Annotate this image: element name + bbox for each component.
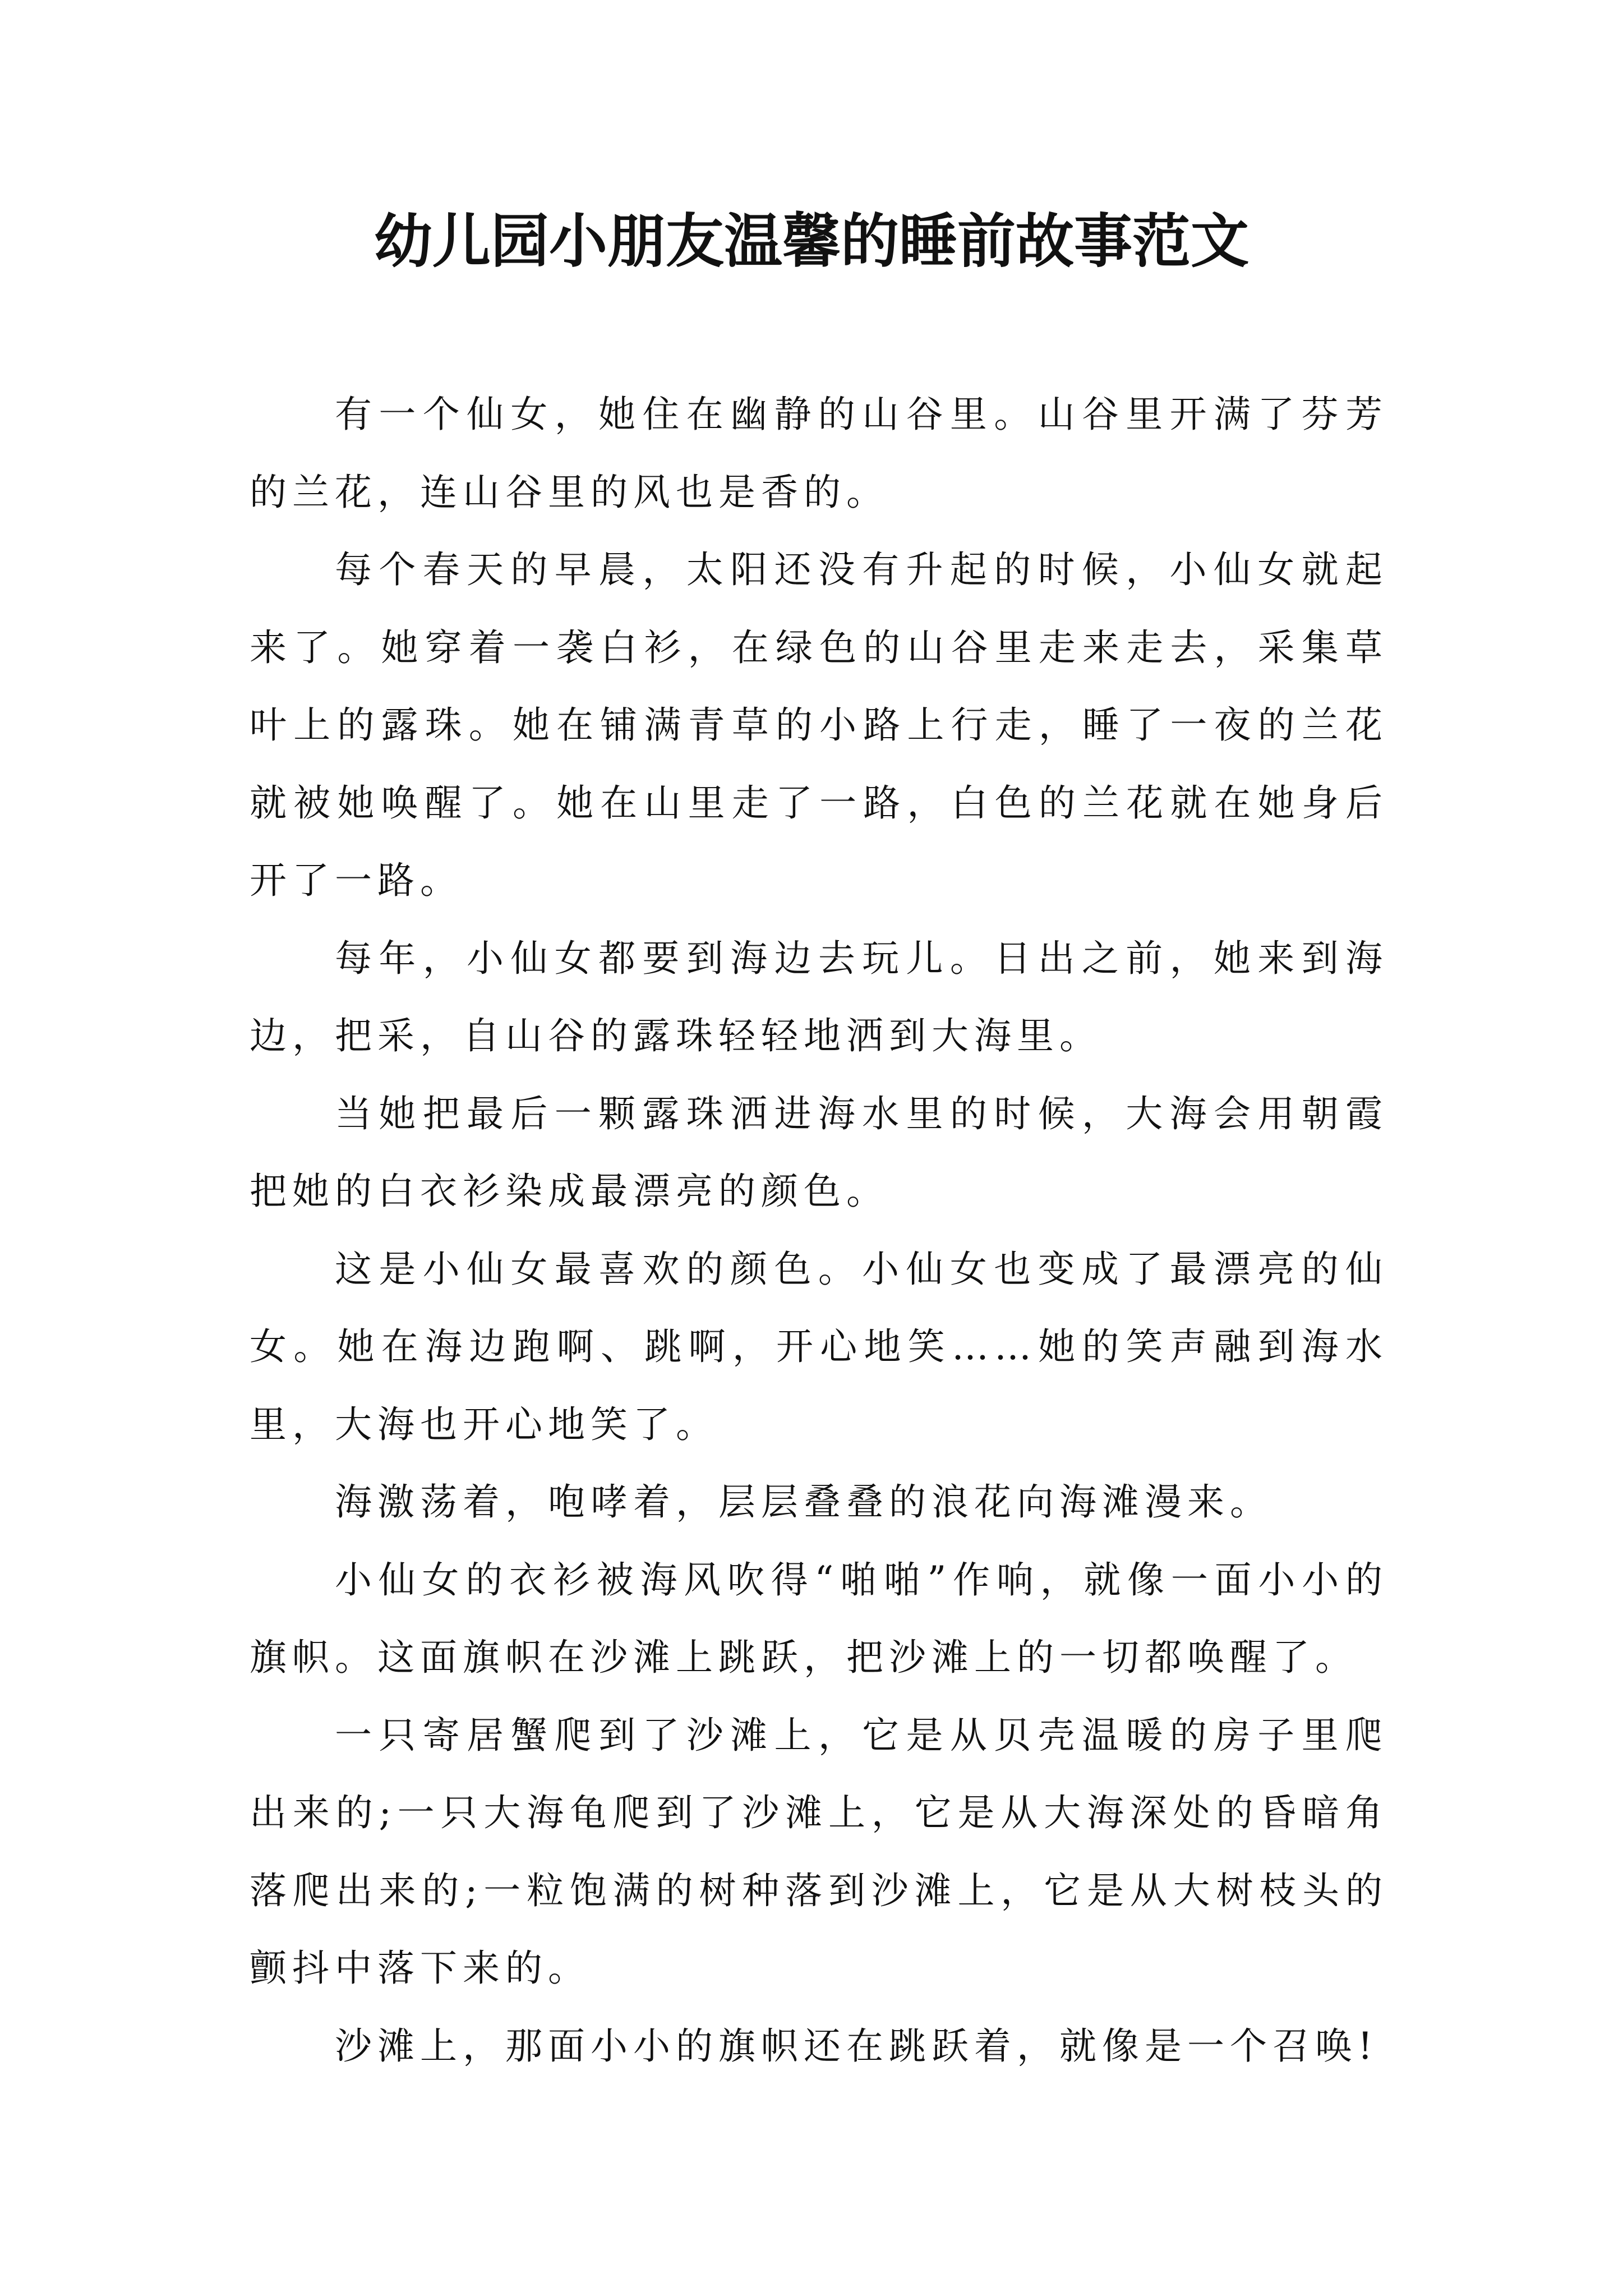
paragraph: 海激荡着，咆哮着，层层叠叠的浪花向海滩漫来。: [335, 1480, 1272, 1524]
document-body: [250, 376, 1388, 2085]
paragraph: 沙滩上，那面小小的旗帜还在跳跃着，就像是一个召唤!: [335, 2024, 1378, 2068]
paragraph: 一只寄居蟹爬到了沙滩上，它是从贝壳温暖的房子里爬出来的;一只大海龟爬到了沙滩上，它是从大海深处的昏暗角落爬出来的;一粒饱满的树种落到沙滩上，它是从大树枝头的颤抖中落下来的。: [250, 1713, 1388, 1990]
paragraph: 当她把最后一颗露珠洒进海水里的时候，大海会用朝霞把她的白衣衫染成最漂亮的颜色。: [250, 1092, 1388, 1213]
document-title: 幼儿园小朋友温馨的睡前故事范文: [374, 206, 1249, 275]
paragraph: 这是小仙女最喜欢的颜色。小仙女也变成了最漂亮的仙女。她在海边跑啊、跳啊，开心地笑……她的笑声融到海水里，大海也开心地笑了。: [250, 1247, 1388, 1446]
paragraph: 每个春天的早晨，太阳还没有升起的时候，小仙女就起来了。她穿着一袭白衫，在绿色的山谷里走来走去，采集草叶上的露珠。她在铺满青草的小路上行走，睡了一夜的兰花就被她唤醒了。她在山里走了一路，白色的兰花就在她身后开了一路。: [250, 548, 1388, 902]
paragraph: 每年，小仙女都要到海边去玩儿。日出之前，她来到海边，把采，自山谷的露珠轻轻地洒到大海里。: [250, 936, 1388, 1057]
paragraph: 有一个仙女，她住在幽静的山谷里。山谷里开满了芬芳的兰花，连山谷里的风也是香的。: [250, 393, 1388, 514]
paragraph: 小仙女的衣衫被海风吹得“啪啪”作响，就像一面小小的旗帜。这面旗帜在沙滩上跳跃，把沙滩上的一切都唤醒了。: [250, 1558, 1388, 1679]
